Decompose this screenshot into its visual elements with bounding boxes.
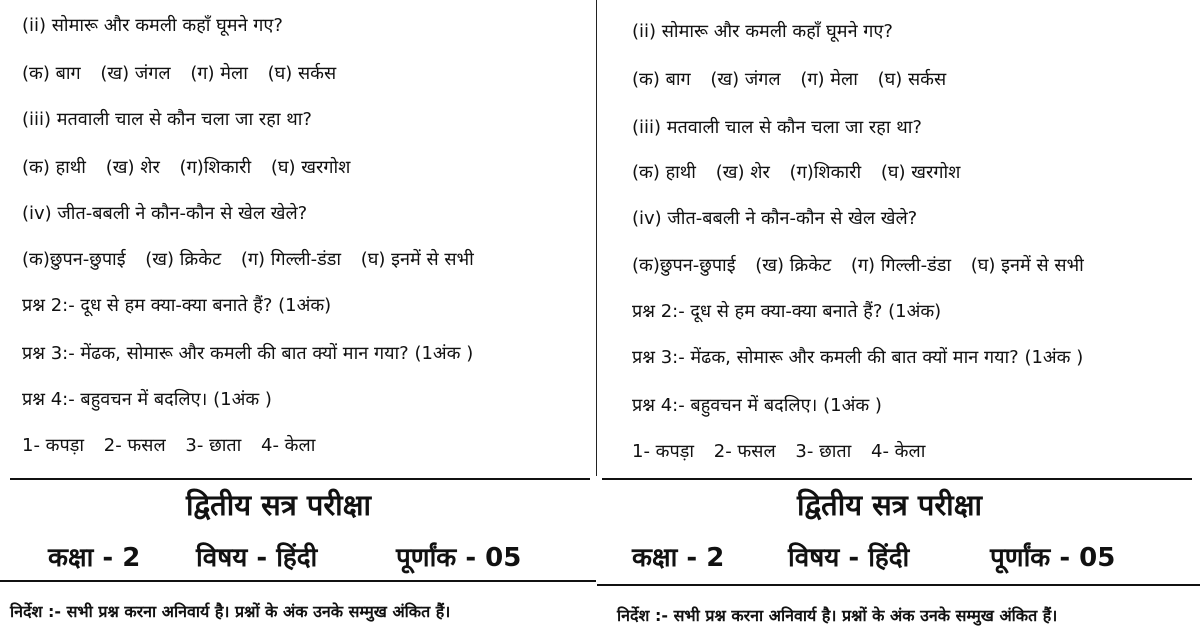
question-2: प्रश्न 2:- दूध से हम क्या-क्या बनाते हैं? (1अंक) <box>22 295 332 316</box>
option-gha: (घ) खरगोश <box>270 157 351 178</box>
plural-words <box>22 434 329 458</box>
question-iii-options <box>632 161 974 185</box>
question-ii-options <box>22 62 350 86</box>
plural-words <box>632 440 939 464</box>
question-iii: (iii) मतवाली चाल से कौन चला जा रहा था? <box>632 117 922 138</box>
option-kha: (ख) क्रिकेट <box>145 249 222 270</box>
option-ka: (क) बाग <box>22 63 81 84</box>
question-ii: (ii) सोमारू और कमली कहाँ घूमने गए? <box>632 21 893 42</box>
option-ga: (ग) मेला <box>190 63 248 84</box>
option-ga: (ग) मेला <box>800 69 858 90</box>
question-3: प्रश्न 3:- मेंढक, सोमारू और कमली की बात क्यों मान गया? (1अंक ) <box>22 343 474 364</box>
instruction-text: निर्देश :- सभी प्रश्न करना अनिवार्य है। प्रश्नों के अंक उनके सम्मुख अंकित हैं। <box>617 606 1058 625</box>
option-kha: (ख) जंगल <box>710 69 781 90</box>
word-1: 1- कपड़ा <box>22 435 85 456</box>
word-2: 2- फसल <box>713 441 776 462</box>
left-exam-copy <box>0 0 596 630</box>
question-iv: (iv) जीत-बबली ने कौन-कौन से खेल खेले? <box>632 208 918 229</box>
option-gha: (घ) इनमें से सभी <box>360 249 474 270</box>
marks-label: पूर्णांक - 05 <box>990 543 1116 573</box>
option-ka: (क) हाथी <box>22 157 86 178</box>
word-1: 1- कपड़ा <box>632 441 695 462</box>
option-kha: (ख) क्रिकेट <box>755 255 832 276</box>
question-4: प्रश्न 4:- बहुवचन में बदलिए। (1अंक ) <box>22 389 272 410</box>
option-ka: (क)छुपन-छुपाई <box>632 255 736 276</box>
option-ka: (क) हाथी <box>632 162 696 183</box>
question-2: प्रश्न 2:- दूध से हम क्या-क्या बनाते हैं? (1अंक) <box>632 301 942 322</box>
option-ga: (ग) गिल्ली-डंडा <box>850 255 951 276</box>
word-4: 4- केला <box>261 435 316 456</box>
question-4: प्रश्न 4:- बहुवचन में बदलिए। (1अंक ) <box>632 395 882 416</box>
instruction-divider <box>0 580 596 582</box>
word-4: 4- केला <box>871 441 926 462</box>
subject-label: विषय - हिंदी <box>788 543 910 573</box>
question-iv: (iv) जीत-बबली ने कौन-कौन से खेल खेले? <box>22 203 308 224</box>
question-3: प्रश्न 3:- मेंढक, सोमारू और कमली की बात क्यों मान गया? (1अंक ) <box>632 347 1084 368</box>
class-label: कक्षा - 2 <box>48 543 141 573</box>
instruction-divider <box>597 584 1200 586</box>
section-divider <box>10 478 590 480</box>
subject-label: विषय - हिंदी <box>196 543 318 573</box>
class-label: कक्षा - 2 <box>632 543 725 573</box>
question-iv-options <box>22 248 488 272</box>
question-iii: (iii) मतवाली चाल से कौन चला जा रहा था? <box>22 109 312 130</box>
marks-label: पूर्णांक - 05 <box>396 543 522 573</box>
section-divider <box>602 478 1192 480</box>
option-ga: (ग)शिकारी <box>179 157 252 178</box>
option-kha: (ख) जंगल <box>100 63 171 84</box>
question-iv-options <box>632 254 1098 278</box>
option-kha: (ख) शेर <box>105 157 160 178</box>
question-ii-options <box>632 68 960 92</box>
option-gha: (घ) इनमें से सभी <box>970 255 1084 276</box>
instruction-text: निर्देश :- सभी प्रश्न करना अनिवार्य है। प्रश्नों के अंक उनके सम्मुख अंकित हैं। <box>10 602 451 621</box>
word-3: 3- छाता <box>185 435 242 456</box>
option-gha: (घ) सर्कस <box>267 63 337 84</box>
option-ga: (ग)शिकारी <box>789 162 862 183</box>
option-gha: (घ) खरगोश <box>880 162 961 183</box>
option-ka: (क) बाग <box>632 69 691 90</box>
exam-title: द्वितीय सत्र परीक्षा <box>186 488 371 522</box>
option-gha: (घ) सर्कस <box>877 69 947 90</box>
word-3: 3- छाता <box>795 441 852 462</box>
option-ka: (क)छुपन-छुपाई <box>22 249 126 270</box>
word-2: 2- फसल <box>103 435 166 456</box>
option-ga: (ग) गिल्ली-डंडा <box>240 249 341 270</box>
option-kha: (ख) शेर <box>715 162 770 183</box>
question-ii: (ii) सोमारू और कमली कहाँ घूमने गए? <box>22 15 283 36</box>
question-iii-options <box>22 156 364 180</box>
exam-title: द्वितीय सत्र परीक्षा <box>797 488 982 522</box>
right-exam-copy <box>597 0 1200 630</box>
